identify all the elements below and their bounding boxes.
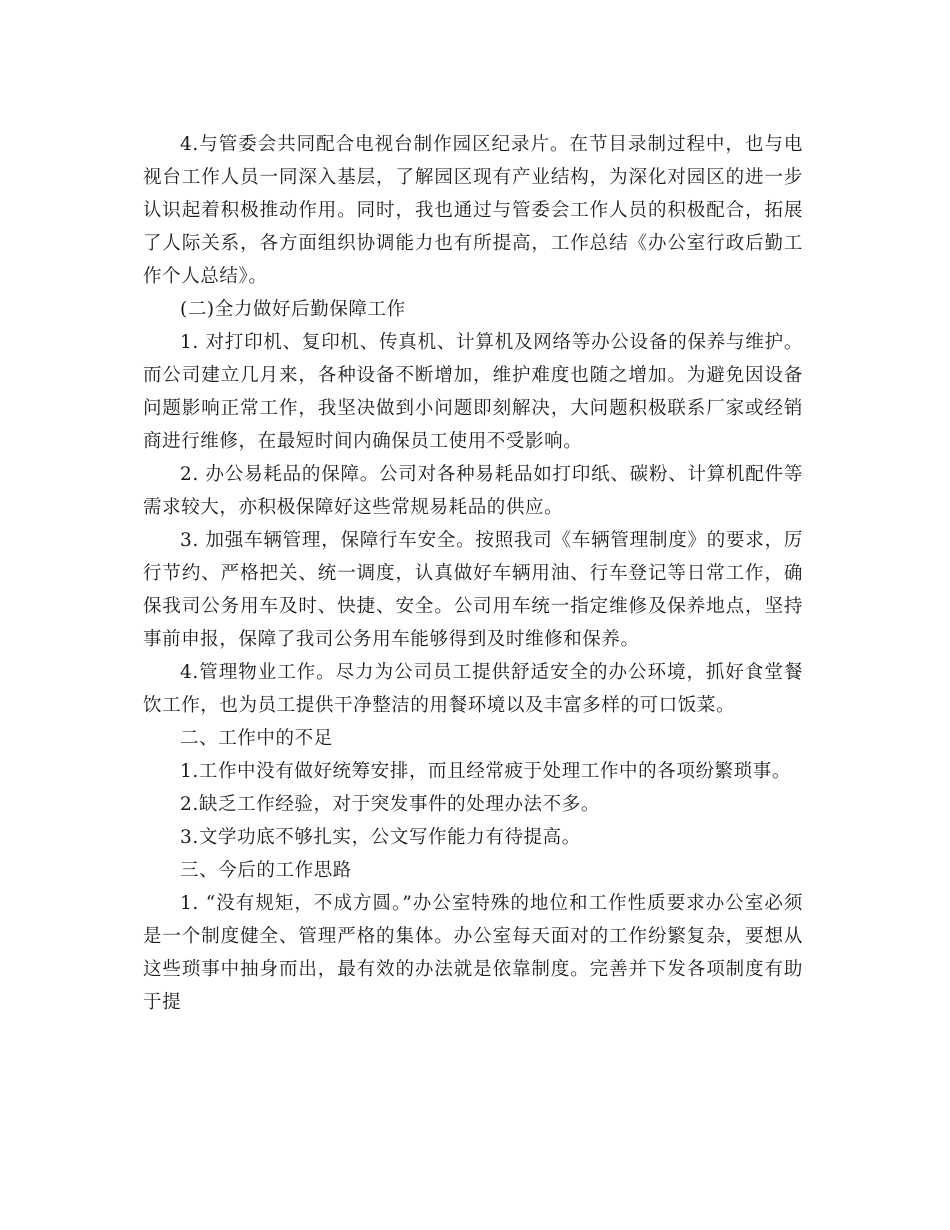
list-item-shortcoming-1: 1.工作中没有做好统筹安排，而且经常疲于处理工作中的各项纷繁琐事。 bbox=[180, 761, 791, 782]
section-heading-future-plans: 三、今后的工作思路 bbox=[180, 860, 352, 881]
paragraph-consumables: 2. 办公易耗品的保障。公司对各种易耗品如打印纸、碳粉、计算机配件等需求较大，亦积极保障好这些常规易耗品的供应。 bbox=[143, 464, 803, 518]
list-item-shortcoming-2: 2.缺乏工作经验，对于突发事件的处理办法不多。 bbox=[180, 794, 600, 815]
list-item-shortcoming-3: 3.文学功底不够扎实，公文写作能力有待提高。 bbox=[180, 827, 581, 848]
section-heading-shortcomings: 二、工作中的不足 bbox=[180, 728, 333, 749]
paragraph-vehicle-management: 3. 加强车辆管理，保障行车安全。按照我司《车辆管理制度》的要求，厉行节约、严格把关、统一调度，认真做好车辆用油、行车登记等日常工作，确保我司公务用车及时、快捷、安全。公司用车统一指定维修及保养地点，坚持事前申报，保障了我司公务用车能够得到及时维修和保养。 bbox=[143, 530, 803, 650]
section-heading-logistics: (二)全力做好后勤保障工作 bbox=[180, 299, 406, 320]
document-body bbox=[143, 128, 803, 1019]
paragraph-property-management: 4.管理物业工作。尽力为公司员工提供舒适安全的办公环境，抓好食堂餐饮工作，也为员工提供干净整洁的用餐环境以及丰富多样的可口饭菜。 bbox=[143, 662, 803, 716]
paragraph-documentary: 4.与管委会共同配合电视台制作园区纪录片。在节目录制过程中，也与电视台工作人员一同深入基层，了解园区现有产业结构，为深化对园区的进一步认识起着积极推动作用。同时，我也通过与管委会工作人员的积极配合，拓展了人际关系，各方面组织协调能力也有所提高，工作总结《办公室行政后勤工作个人总结》。 bbox=[143, 134, 803, 287]
paragraph-office-equipment: 1. 对打印机、复印机、传真机、计算机及网络等办公设备的保养与维护。而公司建立几月来，各种设备不断增加，维护难度也随之增加。为避免因设备问题影响正常工作，我坚决做到小问题即刻解决，大问题积极联系厂家或经销商进行维修，在最短时间内确保员工使用不受影响。 bbox=[143, 332, 803, 452]
paragraph-rules-and-systems: 1. “没有规矩，不成方圆。”办公室特殊的地位和工作性质要求办公室必须是一个制度健全、管理严格的集体。办公室每天面对的工作纷繁复杂，要想从这些琐事中抽身而出，最有效的办法就是依靠制度。完善并下发各项制度有助于提 bbox=[143, 893, 803, 1013]
